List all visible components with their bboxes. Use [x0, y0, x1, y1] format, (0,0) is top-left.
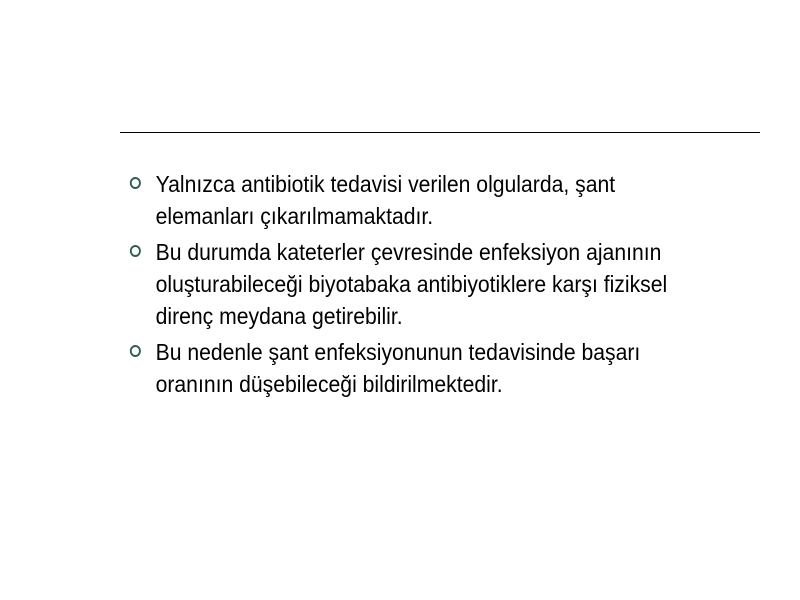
- bullet-text-line: direnç meydana getirebilir.: [155, 303, 403, 329]
- hollow-circle-icon: [130, 345, 141, 357]
- hollow-circle-icon: [130, 245, 141, 257]
- bullet-item: [128, 336, 744, 400]
- bullet-item: [128, 236, 744, 332]
- bullet-list: [128, 168, 728, 404]
- bullet-text-line: Bu durumda kateterler çevresinde enfeksiyon ajanının: [155, 239, 662, 265]
- title-divider-line: [120, 132, 760, 133]
- bullet-text-line: oluşturabileceği biyotabaka antibiyotiklere karşı fiziksel: [155, 271, 668, 297]
- bullet-text-line: Yalnızca antibiotik tedavisi verilen olgularda, şant: [155, 171, 616, 197]
- hollow-circle-icon: [130, 177, 141, 189]
- bullet-text-line: oranının düşebileceği bildirilmektedir.: [155, 371, 503, 397]
- bullet-text-line: elemanları çıkarılmamaktadır.: [155, 203, 434, 229]
- bullet-item: [128, 168, 744, 232]
- bullet-text-line: Bu nedenle şant enfeksiyonunun tedavisinde başarı: [155, 339, 641, 365]
